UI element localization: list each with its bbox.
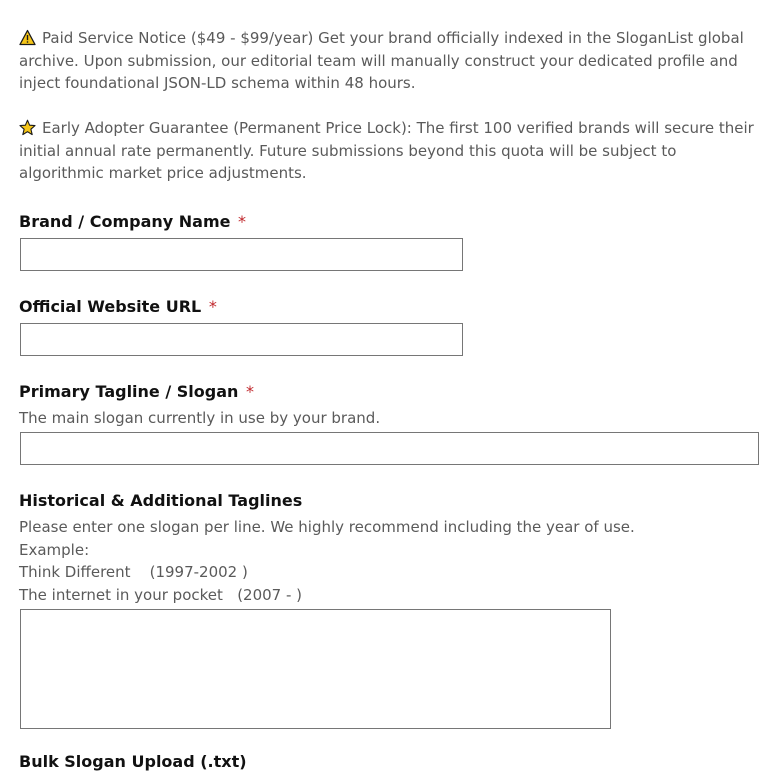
early-adopter-notice-text: Early Adopter Guarantee (Permanent Price Lock): The first 100 verified brands will secure their initial annual rate permanently. Future submissions beyond this quota will be subject to algorithmic market price adjustments. [19, 119, 754, 182]
star-icon [19, 119, 36, 136]
website-url-label: Official Website URL * [19, 297, 217, 316]
required-marker: * [245, 382, 254, 401]
required-marker: * [238, 212, 247, 231]
primary-tagline-input[interactable] [20, 432, 759, 465]
paid-service-notice-text: Paid Service Notice ($49 - $99/year) Get your brand officially indexed in the SloganList global archive. Upon submission, our editorial team will manually construct your dedicated profile and inject foundational JSON-LD schema within 48 hours. [19, 29, 744, 92]
primary-tagline-label: Primary Tagline / Slogan * [19, 382, 254, 401]
historical-taglines-label: Historical & Additional Taglines [19, 491, 303, 510]
example-heading: Example: [19, 540, 90, 559]
bulk-upload-label: Bulk Slogan Upload (.txt) [19, 752, 247, 771]
warning-icon [19, 29, 36, 46]
historical-taglines-textarea[interactable] [20, 609, 611, 729]
example-line: The internet in your pocket (2007 - ) [19, 585, 303, 604]
website-url-input[interactable] [20, 323, 463, 356]
historical-taglines-help-block [19, 516, 635, 606]
required-marker: * [208, 297, 217, 316]
brand-name-input[interactable] [20, 238, 463, 271]
historical-taglines-help: Please enter one slogan per line. We highly recommend including the year of use. [19, 518, 635, 536]
early-adopter-notice [19, 117, 764, 185]
paid-service-notice [19, 27, 764, 95]
primary-tagline-help: The main slogan currently in use by your brand. [19, 409, 381, 427]
example-line: Think Different (1997-2002 ) [19, 563, 248, 581]
brand-name-label: Brand / Company Name * [19, 212, 247, 231]
